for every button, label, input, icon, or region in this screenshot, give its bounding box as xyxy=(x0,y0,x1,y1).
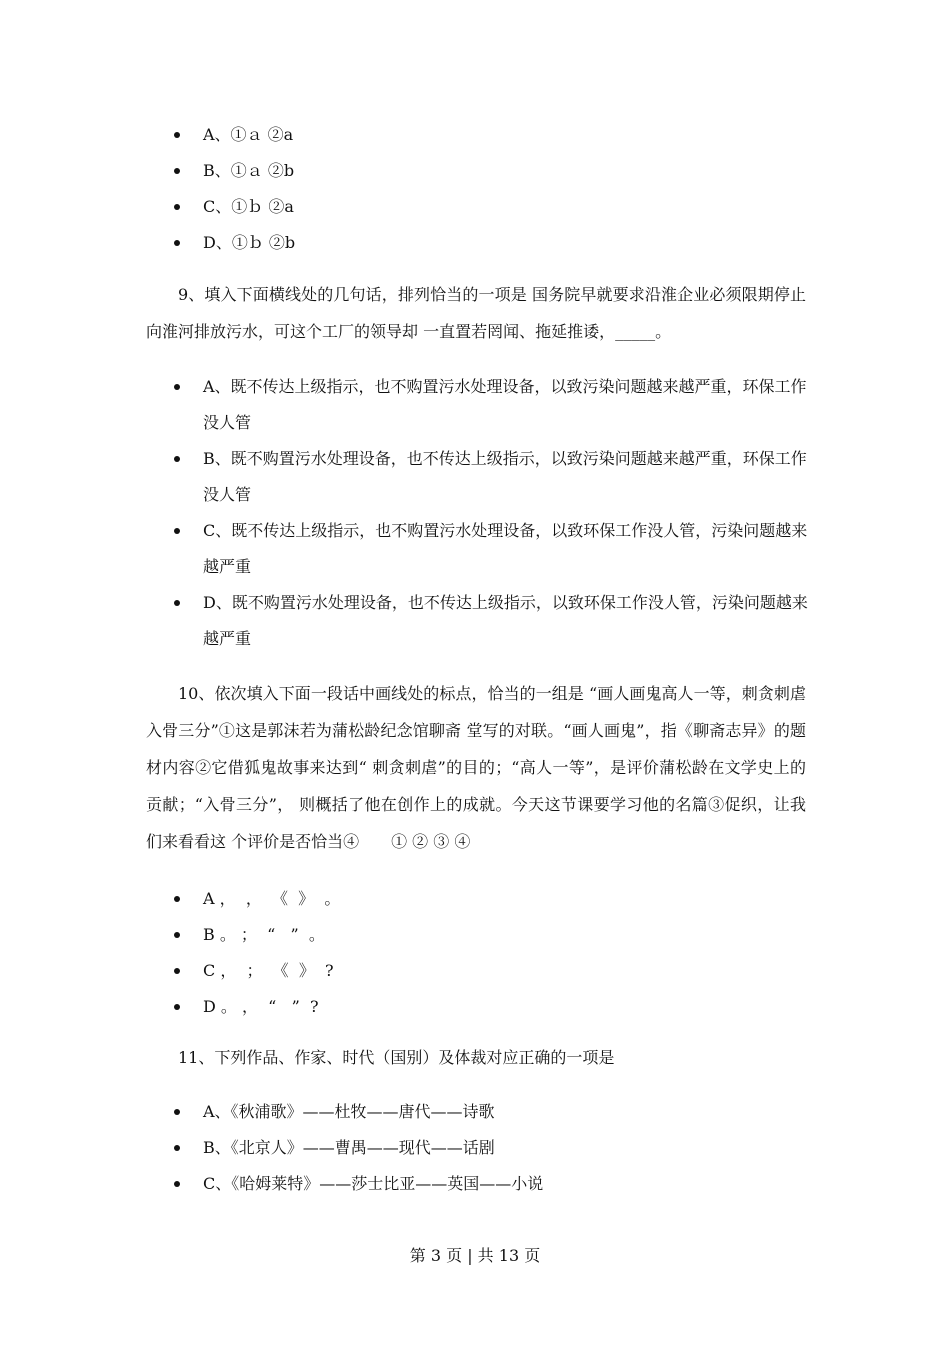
q10-option-a: A ， ， 《 》 。 xyxy=(0,881,950,917)
q11-options xyxy=(0,1094,950,1202)
q9-option-d: D、既不购置污水处理设备，也不传达上级指示，以致环保工作没人管，污染问题越来越严重 xyxy=(0,585,950,657)
q10-option-b: B 。 ； “ ” 。 xyxy=(0,917,950,953)
q11-option-b: B、《北京人》——曹禺——现代——话剧 xyxy=(0,1130,950,1166)
q10-option-c: C ， ； 《 》 ? xyxy=(0,953,950,989)
q10-stem: 10、依次填入下面一段话中画线处的标点，恰当的一组是 “画人画鬼高人一等，刺贪刺虐入骨三分”①这是郭沫若为蒲松龄纪念馆聊斋 堂写的对联。“画人画鬼”，指《聊斋志异》的题材内容②它借狐鬼故事来达到“ 刺贪刺虐”的目的；“高人一等”，是评价蒲松龄在文学史上的贡献；“入骨三分”， 则概括了他在创作上的成就。今天这节课要学习他的名篇③促织，让我们来看看这 个评价是否恰当④ ① ② ③ ④ xyxy=(146,684,806,851)
q8-option-d: D、①ｂ ②b xyxy=(0,225,950,261)
q11-option-a: A、《秋浦歌》——杜牧——唐代——诗歌 xyxy=(0,1094,950,1130)
q9-options xyxy=(0,369,950,657)
q8-option-c: C、①ｂ ②a xyxy=(0,189,950,225)
q11-stem: 11、下列作品、作家、时代（国别）及体裁对应正确的一项是 xyxy=(178,1048,615,1067)
q8-option-b: B、①ａ ②b xyxy=(0,153,950,189)
q9-option-a: A、既不传达上级指示，也不购置污水处理设备，以致污染问题越来越严重，环保工作没人管 xyxy=(0,369,950,441)
q10-option-d: D 。 ， “ ” ? xyxy=(0,989,950,1025)
q9-option-b: B、既不购置污水处理设备，也不传达上级指示，以致污染问题越来越严重，环保工作没人管 xyxy=(0,441,950,513)
q8-options xyxy=(0,117,950,261)
q11-option-c: C、《哈姆莱特》——莎士比亚——英国——小说 xyxy=(0,1166,950,1202)
q9-option-c: C、既不传达上级指示，也不购置污水处理设备，以致环保工作没人管，污染问题越来越严重 xyxy=(0,513,950,585)
q10-options xyxy=(0,881,950,1025)
q8-option-a: A、①ａ ②a xyxy=(0,117,950,153)
q9-stem: 9、填入下面横线处的几句话，排列恰当的一项是 国务院早就要求沿淮企业必须限期停止向淮河排放污水，可这个工厂的领导却 一直置若罔闻、拖延推诿，_____。 xyxy=(146,285,806,341)
page-footer: 第 3 页 | 共 13 页 xyxy=(409,1246,541,1265)
